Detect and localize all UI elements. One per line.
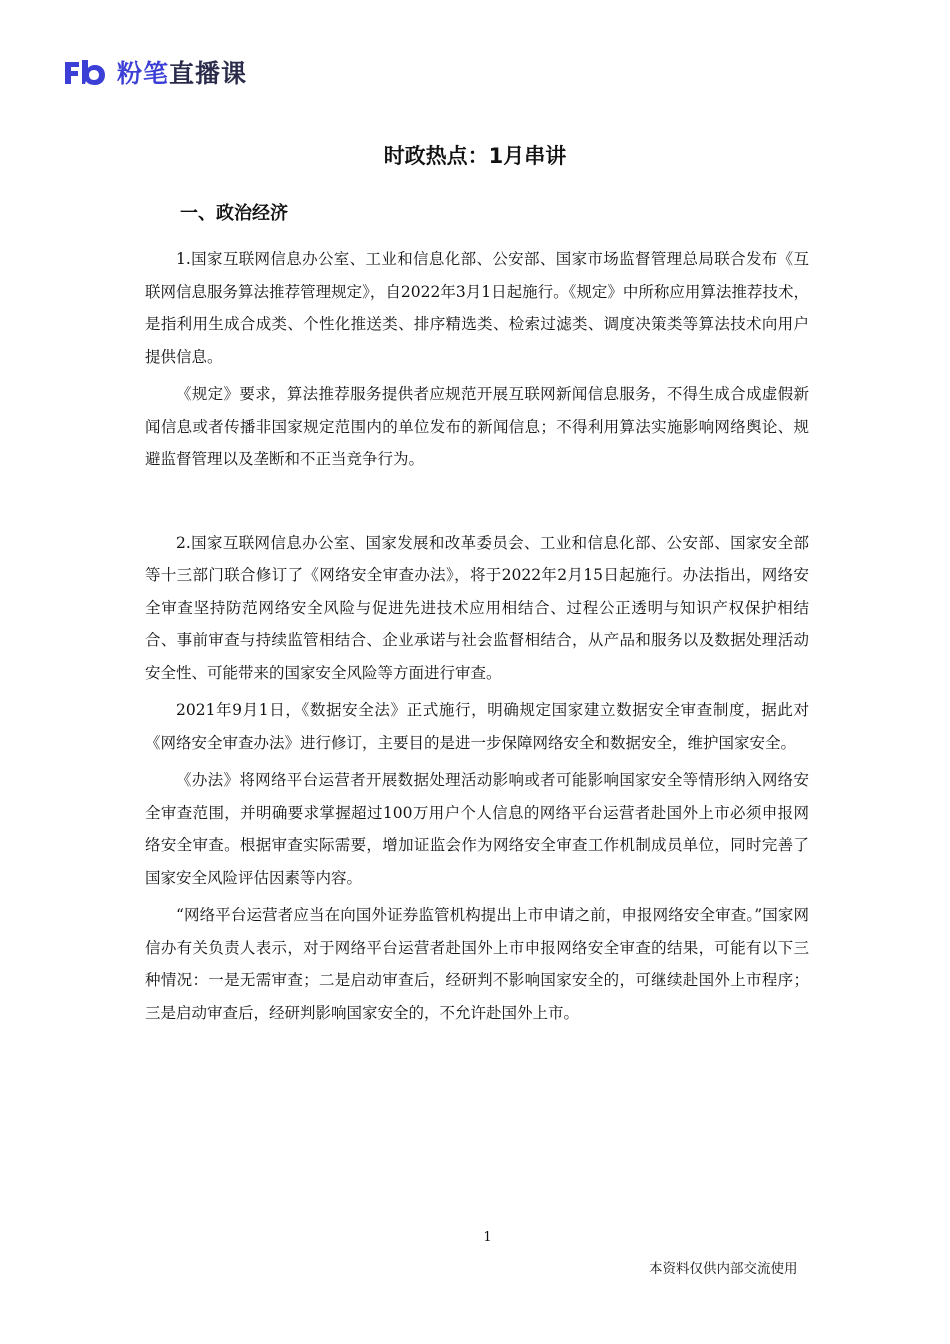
page-number: 1 [483, 1230, 492, 1245]
spacer [145, 481, 809, 527]
paragraph-2-4: “网络平台运营者应当在向国外证券监管机构提出上市申请之前，申报网络安全审查。”国家网信办有关负责人表示，对于网络平台运营者赴国外上市申报网络安全审查的结果，可能有以下三种情况：一是无需审查；二是启动审查后，经研判不影响国家安全的，可继续赴国外上市程序；三是启动审查后，经研判影响国家安全的，不允许赴国外上市。 [145, 906, 809, 1022]
paragraph-1-1: 1.国家互联网信息办公室、工业和信息化部、公安部、国家市场监督管理总局联合发布《互联网信息服务算法推荐管理规定》，自2022年3月1日起施行。《规定》中所称应用算法推荐技术，是指利用生成合成类、个性化推送类、排序精选类、检索过滤类、调度决策类等算法技术向用户提供信息。 [145, 250, 809, 366]
logo [63, 54, 247, 90]
page-title: 时政热点：1月串讲 [383, 144, 567, 168]
document-body [145, 243, 809, 1034]
logo-text [117, 54, 247, 90]
logo-product: 直播课 [169, 59, 248, 88]
footer-note: 本资料仅供内部交流使用 [649, 1261, 798, 1277]
logo-brand: 粉笔 [117, 59, 170, 88]
paragraph-2-3: 《办法》将网络平台运营者开展数据处理活动影响或者可能影响国家安全等情形纳入网络安全审查范围，并明确要求掌握超过100万用户个人信息的网络平台运营者赴国外上市必须申报网络安全审查。根据审查实际需要，增加证监会作为网络安全审查工作机制成员单位，同时完善了国家安全风险评估因素等内容。 [145, 771, 809, 887]
paragraph-1-2: 《规定》要求，算法推荐服务提供者应规范开展互联网新闻信息服务，不得生成合成虚假新闻信息或者传播非国家规定范围内的单位发布的新闻信息；不得利用算法实施影响网络舆论、规避监督管理以及垄断和不正当竞争行为。 [145, 385, 809, 468]
paragraph-2-2: 2021年9月1日，《数据安全法》正式施行，明确规定国家建立数据安全审查制度，据此对《网络安全审查办法》进行修订，主要目的是进一步保障网络安全和数据安全，维护国家安全。 [145, 701, 809, 752]
section-heading: 一、政治经济 [180, 203, 288, 224]
fenbi-logo-icon [63, 58, 107, 86]
paragraph-2-1: 2.国家互联网信息办公室、国家发展和改革委员会、工业和信息化部、公安部、国家安全部等十三部门联合修订了《网络安全审查办法》，将于2022年2月15日起施行。办法指出，网络安全审查坚持防范网络安全风险与促进先进技术应用相结合、过程公正透明与知识产权保护相结合、事前审查与持续监管相结合、企业承诺与社会监督相结合，从产品和服务以及数据处理活动安全性、可能带来的国家安全风险等方面进行审查。 [145, 533, 809, 682]
